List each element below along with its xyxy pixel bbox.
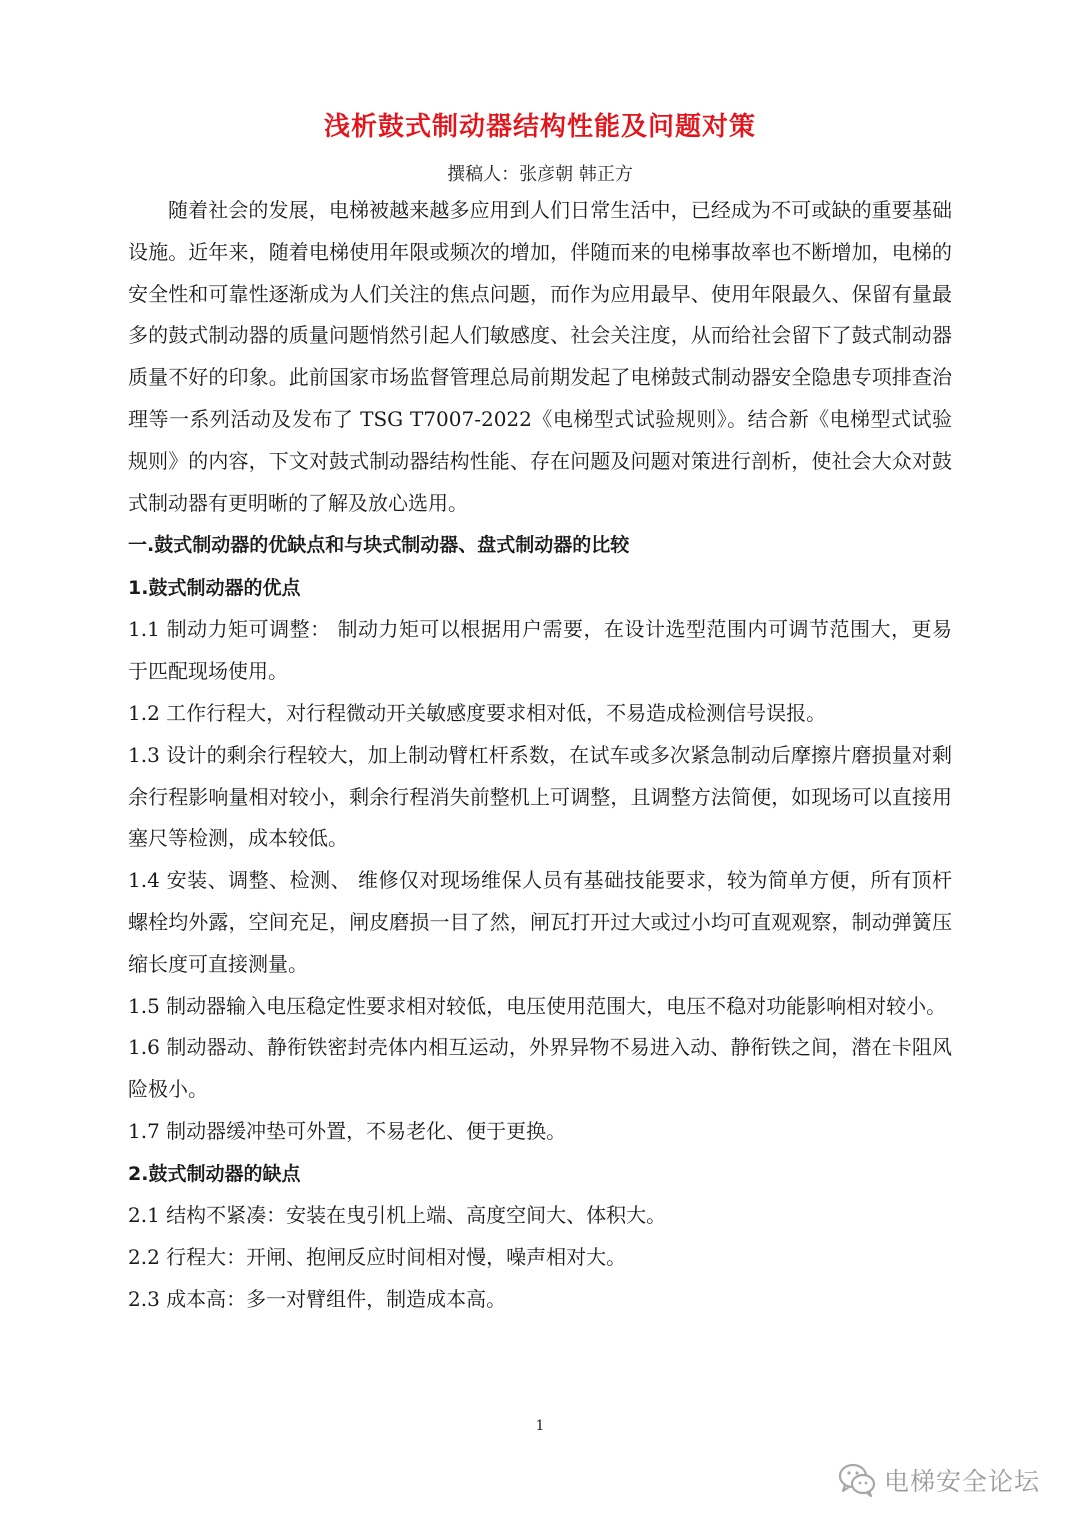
list-item: 1.5 制动器输入电压稳定性要求相对较低，电压使用范围大，电压不稳对功能影响相对较小。 xyxy=(128,993,947,1018)
list-item: 1.7 制动器缓冲垫可外置，不易老化、便于更换。 xyxy=(128,1118,567,1143)
list-item: 1.2 工作行程大，对行程微动开关敏感度要求相对低，不易造成检测信号误报。 xyxy=(128,700,827,725)
subsection-heading-disadvantages: 2.鼓式制动器的缺点 xyxy=(128,1162,301,1185)
list-item: 1.4 安装、调整、检测、 维修仅对现场维保人员有基础技能要求，较为简单方便，所有顶杆螺栓均外露，空间充足，闸皮磨损一目了然，闸瓦打开过大或过小均可直观观察，制动弹簧压缩长度可直接测量。 xyxy=(128,868,952,976)
list-item: 2.1 结构不紧凑：安装在曳引机上端、高度空间大、体积大。 xyxy=(128,1203,667,1228)
intro-paragraph: 随着社会的发展，电梯被越来越多应用到人们日常生活中，已经成为不可或缺的重要基础设施。近年来，随着电梯使用年限或频次的增加，伴随而来的电梯事故率也不断增加，电梯的安全性和可靠性逐渐成为人们关注的焦点问题，而作为应用最早、使用年限最久、保留有量最多的鼓式制动器的质量问题悄然引起人们敏感度、社会关注度，从而给社会留下了鼓式制动器质量不好的印象。此前国家市场监督管理总局前期发起了电梯鼓式制动器安全隐患专项排查治理等一系列活动及发布了 TSG T7007-2022《电梯型式试验规则》。结合新《电梯型式试验规则》的内容，下文对鼓式制动器结构性能、存在问题及问题对策进行剖析，使社会大众对鼓式制动器有更明晰的了解及放心选用。 xyxy=(128,198,952,515)
document-title: 浅析鼓式制动器结构性能及问题对策 xyxy=(323,112,756,142)
wechat-icon xyxy=(836,1459,878,1501)
subsection-heading-advantages: 1.鼓式制动器的优点 xyxy=(128,576,301,599)
list-item: 1.1 制动力矩可调整： 制动力矩可以根据用户需要，在设计选型范围内可调节范围大，更易于匹配现场使用。 xyxy=(128,617,952,684)
watermark xyxy=(836,1458,1040,1502)
list-item: 2.2 行程大：开闸、抱闸反应时间相对慢，噪声相对大。 xyxy=(128,1245,627,1270)
page-number: 1 xyxy=(535,1418,545,1434)
list-item: 1.6 制动器动、静衔铁密封壳体内相互运动，外界异物不易进入动、静衔铁之间，潜在卡阻风险极小。 xyxy=(128,1035,952,1102)
section-heading: 一.鼓式制动器的优缺点和与块式制动器、盘式制动器的比较 xyxy=(128,534,630,557)
watermark-text: 电梯安全论坛 xyxy=(884,1467,1041,1496)
author-line: 撰稿人：张彦朝 韩正方 xyxy=(447,164,633,185)
list-item: 2.3 成本高：多一对臂组件，制造成本高。 xyxy=(128,1286,507,1311)
list-item: 1.3 设计的剩余行程较大，加上制动臂杠杆系数，在试车或多次紧急制动后摩擦片磨损量对剩余行程影响量相对较小，剩余行程消失前整机上可调整，且调整方法简便，如现场可以直接用塞尺等检测，成本较低。 xyxy=(128,742,952,851)
document-body xyxy=(128,190,952,1321)
